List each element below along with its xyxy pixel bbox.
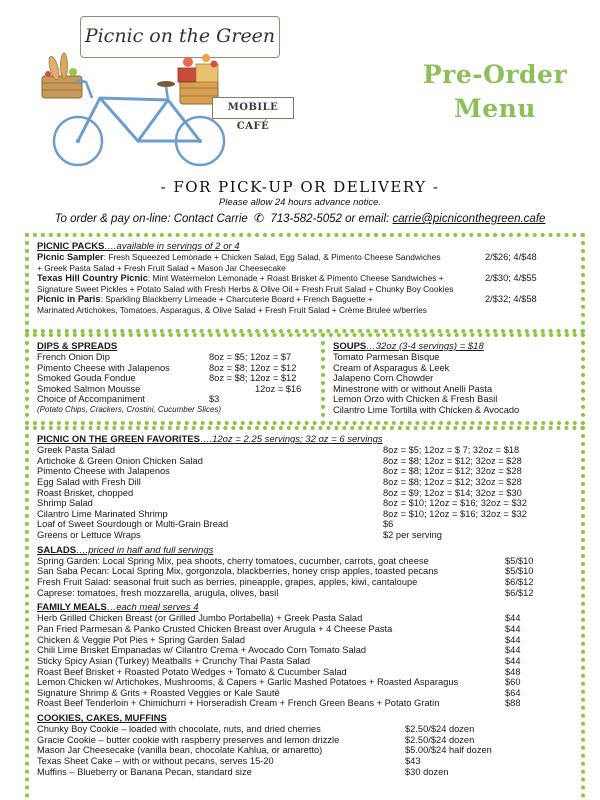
dip-price: 12oz = $16 <box>255 383 302 394</box>
item-price: $44 <box>505 613 521 624</box>
salads-title: SALADS <box>37 544 77 556</box>
item-name: Chicken & Veggie Pot Pies + Spring Garden Salad <box>37 634 246 645</box>
item-price: $44 <box>505 623 521 634</box>
pack-name: Picnic Sampler <box>37 252 104 262</box>
item-name: Lemon Chicken w/ Artichokes, Mushrooms, & Capers + Garlic Mashed Potatoes + Roasted Asparagus <box>37 677 459 688</box>
favorite-item <box>37 445 573 456</box>
item-name: Muffins – Blueberry or Banana Pecan, standard size <box>37 766 252 777</box>
phone-number[interactable]: 713-582-5052 <box>270 213 342 225</box>
family-meals-title: FAMILY MEALS <box>37 602 107 614</box>
item-price: 8oz = $10; 12oz = $16; 32oz = $32 <box>383 508 527 519</box>
item-name: Chili Lime Brisket Empanadas w/ Cilantro Crema + Avocado Corn Tomato Salad <box>37 645 367 656</box>
dip-item <box>37 363 313 374</box>
logo <box>40 8 310 173</box>
pack-desc-cont: Signature Sweet Pickles + Potato Salad with Fresh Herbs & Olive Oil + Fresh Fruit Salad + Chunky Boy Cookies <box>37 283 454 294</box>
family-meal-item <box>37 635 573 646</box>
dip-price: $3 <box>209 394 220 405</box>
dip-name: Pimento Cheese with Jalapenos <box>37 362 170 373</box>
dip-name: Smoked Gouda Fondue <box>37 373 136 384</box>
dip-item <box>37 394 313 405</box>
item-price: $64 <box>505 687 521 698</box>
item-name: Spring Garden: Local Spring Mix, pea shoots, cherry tomatoes, cucumber, carrots, goat cheese <box>37 555 429 566</box>
pickup-delivery-heading: - FOR PICK-UP OR DELIVERY - <box>160 178 440 196</box>
item-price: $44 <box>505 645 521 656</box>
picnic-packs-subtitle: ….available in servings of 2 or 4 <box>104 241 240 252</box>
dip-item <box>37 373 313 384</box>
item-name: San Saba Pecan: Local Spring Mix, gorgonzola, blackberries, honey crisp apples, toasted pecans <box>37 566 439 577</box>
item-price: $5.00/$24 half dozen <box>405 745 492 756</box>
preorder-menu-title <box>420 58 570 126</box>
soup-item: Jalapeno Corn Chowder <box>333 373 434 384</box>
family-meal-item <box>37 656 573 667</box>
item-price: $2.50/$24 dozen <box>405 734 475 745</box>
order-prefix: To order & pay on-line: Contact Carrie <box>54 213 248 225</box>
salad-item <box>37 577 573 588</box>
cookie-item <box>37 756 573 767</box>
favorites-title: PICNIC ON THE GREEN FAVORITES <box>37 434 200 445</box>
section-title <box>333 341 573 352</box>
preorder-title-line1: Pre-Order <box>422 60 568 89</box>
cookie-item <box>37 745 573 756</box>
item-price: 8oz = $5; 12oz = $ 7; 32oz = $18 <box>383 445 520 455</box>
pack-desc-cont: Marinated Artichokes, Tomatoes, Asparagus, & Olive Salad + Fresh Fruit Salad + Crème Brulee w/berries <box>37 304 427 315</box>
soups-subtitle: …32oz (3-4 servings) = $18 <box>366 341 484 352</box>
item-price: $43 <box>405 756 421 767</box>
dip-name: Choice of Accompaniment <box>37 394 146 405</box>
item-name: Roast Brisket, chopped <box>37 487 134 498</box>
item-price: $44 <box>505 655 521 666</box>
soup-item: Cream of Asparagus & Leek <box>333 362 450 373</box>
item-price: $2.50/$24 dozen <box>405 724 475 735</box>
item-name: Roast Beef Tenderloin + Chimichurri + Horseradish Cream + French Green Beans + Potato Gratin <box>37 698 440 709</box>
dips-title: DIPS & SPREADS <box>37 341 118 352</box>
email-link[interactable]: carrie@picniconthegreen.cafe <box>392 213 546 225</box>
soup-item: Lemon Orzo with Chicken & Fresh Basil <box>333 394 498 405</box>
item-price: $6/$12 <box>505 577 534 588</box>
soups-title: SOUPS <box>333 341 367 352</box>
picnic-packs-section <box>25 233 585 333</box>
picnic-pack-item <box>37 294 573 315</box>
cookies-title: COOKIES, CAKES, MUFFINS <box>37 713 167 725</box>
item-price: $2 per serving <box>383 530 442 541</box>
dip-name: Smoked Salmon Mousse <box>37 383 141 394</box>
pack-price: 2/$30; 4/$55 <box>485 273 537 284</box>
accompaniment-note: (Potato Chips, Crackers, Crostini, Cucumber Slices) <box>37 404 222 414</box>
item-name: Greek Pasta Salad <box>37 445 116 455</box>
preorder-title-line2: Menu <box>454 94 536 123</box>
item-name: Cilantro Lime Marinated Shrimp <box>37 508 168 519</box>
item-price: 8oz = $9; 12oz = $14; 32oz = $30 <box>383 487 522 498</box>
favorite-item <box>37 530 573 541</box>
item-name: Artichoke & Green Onion Chicken Salad <box>37 455 203 466</box>
family-meal-item <box>37 677 573 688</box>
family-meal-item <box>37 613 573 624</box>
picnic-pack-item <box>37 252 573 273</box>
item-price: $48 <box>505 666 521 677</box>
item-name: Shrimp Salad <box>37 498 93 509</box>
picnic-pack-item <box>37 273 573 294</box>
family-meal-item <box>37 667 573 678</box>
item-price: $44 <box>505 634 521 645</box>
family-meals-subtitle: …each meal serves 4 <box>106 602 199 614</box>
main-menu-section <box>25 426 585 800</box>
salads-subtitle: ….priced in half and full servings <box>76 544 214 556</box>
item-name: Mason Jar Cheesecake (vanilla bean, chocolate Kahlua, or amaretto) <box>37 745 323 756</box>
soup-item: Cilantro Lime Tortilla with Chicken & Avocado <box>333 404 520 415</box>
section-title <box>37 434 573 445</box>
item-price: $5/$10 <box>505 566 534 577</box>
item-price: 8oz = $10; 12oz = $16; 32oz = $32 <box>383 498 527 509</box>
salad-item <box>37 588 573 599</box>
pack-name: Picnic in Paris <box>37 294 101 305</box>
favorite-item <box>37 519 573 530</box>
cookie-item <box>37 724 573 735</box>
section-title <box>37 545 573 556</box>
item-name: Signature Shrimp & Grits + Roasted Veggies or Kale Sauté <box>37 687 280 698</box>
pack-name: Texas Hill Country Picnic <box>37 273 148 284</box>
phone-icon: ✆ <box>254 211 265 225</box>
pack-price: 2/$26; 4/$48 <box>485 252 537 262</box>
favorite-item <box>37 509 573 520</box>
item-name: Caprese: tomatoes, fresh mozzarella, arugula, olives, basil <box>37 587 279 598</box>
favorite-item <box>37 498 573 509</box>
cookie-item <box>37 735 573 746</box>
pack-desc: : Sparkling Blackberry Limeade + Charcuterie Board + French Baguette + <box>100 294 373 305</box>
item-price: 8oz = $8; 12oz = $12; 32oz = $28 <box>383 455 522 466</box>
item-name: Loaf of Sweet Sourdough or Multi-Grain Bread <box>37 519 229 530</box>
dip-item <box>37 384 313 395</box>
item-name: Greens or Lettuce Wraps <box>37 530 141 541</box>
family-meal-item <box>37 688 573 699</box>
item-price: $88 <box>505 698 521 709</box>
family-meal-item <box>37 645 573 656</box>
item-name: Herb Grilled Chicken Breast (or Grilled Jumbo Portabella) + Greek Pasta Salad <box>37 613 363 624</box>
email-prefix: or email: <box>345 213 390 225</box>
salad-item <box>37 556 573 567</box>
item-price: $5/$10 <box>505 555 534 566</box>
pack-price: 2/$32; 4/$58 <box>485 294 537 305</box>
item-price: $60 <box>505 677 521 688</box>
item-price: $6/$12 <box>505 587 534 598</box>
logo-text: Picnic on the Green <box>84 25 276 47</box>
item-price: $30 dozen <box>405 766 449 777</box>
item-name: Texas Sheet Cake – with or without pecans, serves 15-20 <box>37 756 274 767</box>
family-meal-item <box>37 698 573 709</box>
pack-desc: : Fresh Squeezed Lemonade + Chicken Salad, Egg Salad, & Pimento Cheese Sandwiches <box>103 252 441 262</box>
item-name: Fresh Fruit Salad: seasonal fruit such as berries, pineapple, grapes, apples, kiwi, cantaloupe <box>37 577 418 588</box>
salad-item <box>37 566 573 577</box>
pack-desc: : Mint Watermelon Lemonade + Roast Brisket & Pimento Cheese Sandwiches + <box>147 273 444 284</box>
item-name: Roast Beef Brisket + Roasted Potato Wedges + Tomato & Cucumber Salad <box>37 666 347 677</box>
dip-name: French Onion Dip <box>37 352 110 362</box>
soups-section <box>321 333 585 425</box>
advance-notice: Please allow 24 hours advance notice. <box>218 197 382 208</box>
item-name: Gracie Cookie – butter cookie with raspberry preserves and lemon drizzle <box>37 734 340 745</box>
favorites-subtitle: ….12oz = 2.25 servings; 32 oz = 6 servings <box>199 434 383 445</box>
dip-price: 8oz = $5; 12oz = $7 <box>209 352 292 362</box>
order-contact-line <box>0 211 600 225</box>
favorite-item <box>37 456 573 467</box>
dip-item <box>37 352 313 363</box>
section-title <box>37 602 573 613</box>
item-name: Sticky Spicy Asian (Turkey) Meatballs + Crunchy Thai Pasta Salad <box>37 655 311 666</box>
item-price: 8oz = $8; 12oz = $12; 32oz = $28 <box>383 466 522 477</box>
item-name: Egg Salad with Fresh Dill <box>37 476 141 487</box>
dips-spreads-section <box>25 333 325 425</box>
pack-desc-cont: + Greek Pasta Salad + Fresh Fruit Salad + Mason Jar Cheesecake <box>37 262 286 273</box>
mobile-cafe-sign: MOBILE CAFÉ <box>212 97 294 119</box>
item-price: $6 <box>383 519 394 530</box>
family-meal-item <box>37 624 573 635</box>
favorite-item <box>37 477 573 488</box>
cookie-item <box>37 767 573 778</box>
section-title <box>37 241 573 252</box>
favorite-item <box>37 466 573 477</box>
item-name: Pimento Cheese with Jalapenos <box>37 466 170 477</box>
dip-price: 8oz = $8; 12oz = $12 <box>209 373 297 384</box>
item-name: Pan Fried Parmesan & Panko Crusted Chicken Breast over Arugula + 4 Cheese Pasta <box>37 623 393 634</box>
picnic-packs-title: PICNIC PACKS <box>37 241 105 252</box>
soup-item: Minestrone with or without Anelli Pasta <box>333 383 493 394</box>
item-price: 8oz = $8; 12oz = $12; 32oz = $28 <box>383 476 522 487</box>
item-name: Chunky Boy Cookie – loaded with chocolate, nuts, and dried cherries <box>37 724 321 735</box>
soup-item: Tomato Parmesan Bisque <box>333 352 440 362</box>
favorite-item <box>37 488 573 499</box>
dip-price: 8oz = $8; 12oz = $12 <box>209 362 297 373</box>
